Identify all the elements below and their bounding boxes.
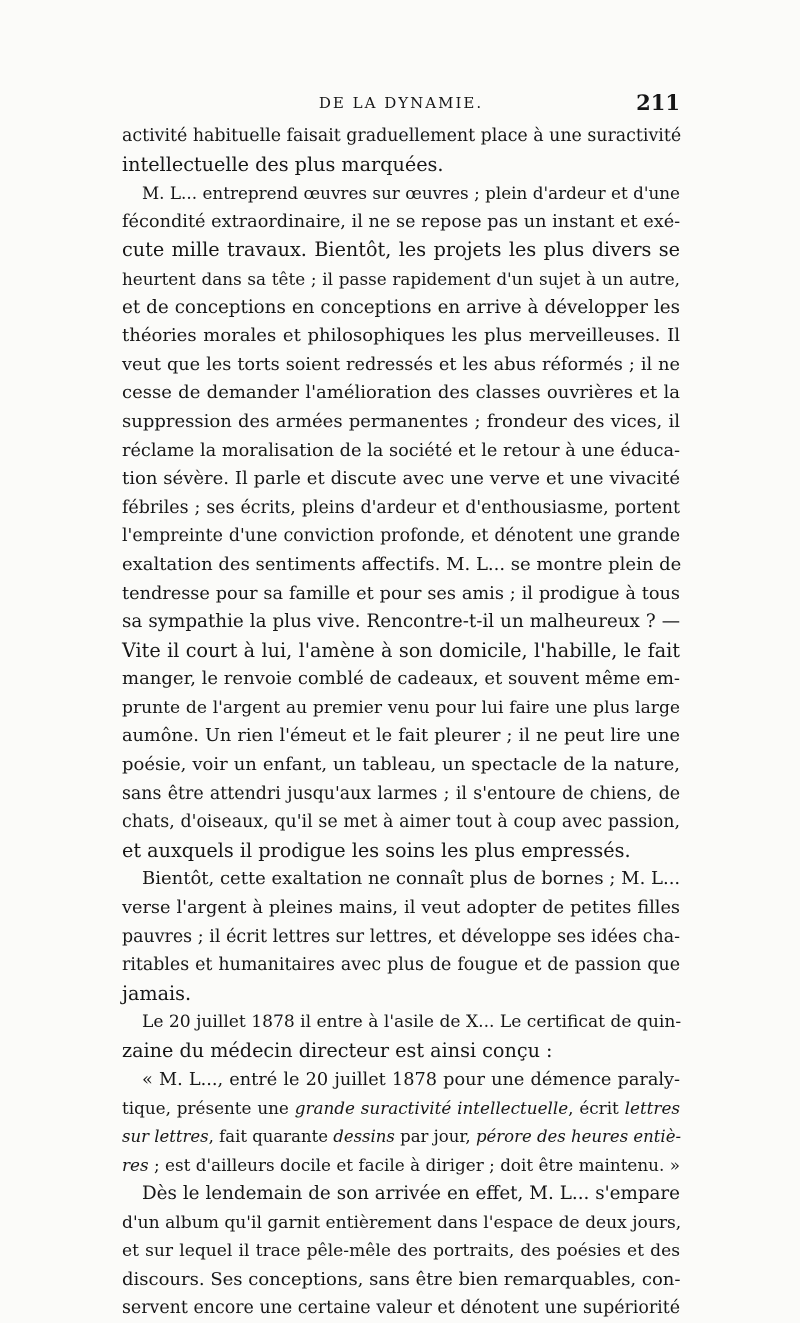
text-line: fébriles ; ses écrits, pleins d'ardeur et d'enthousiasme, portent xyxy=(122,497,680,518)
text-line: prunte de l'argent au premier venu pour lui faire une plus large xyxy=(122,697,680,718)
text-line: intellectuelle des plus marquées. xyxy=(122,152,444,176)
text-line: sa sympathie la plus vive. Rencontre-t-il un malheureux ? — xyxy=(122,611,680,633)
text-line: tion sévère. Il parle et discute avec une verve et une vivacité xyxy=(122,468,680,490)
text-line: activité habituelle faisait graduellement place à une suractivité xyxy=(122,126,682,146)
text-line: Bientôt, cette exaltation ne connaît plus de bornes ; M. L... xyxy=(142,868,681,890)
italic-span: pérore des heures entiè- xyxy=(475,1126,682,1146)
text-line: exaltation des sentiments affectifs. M. L... se montre plein de xyxy=(122,553,682,575)
text-line xyxy=(122,1151,680,1180)
text-line: d'un album qu'il garnit entièrement dans l'espace de deux jours, xyxy=(122,1212,682,1233)
text-line: fécondité extraordinaire, il ne se repose pas un instant et exé- xyxy=(122,211,681,232)
text-line: l'empreinte d'une conviction profonde, et dénotent une grande xyxy=(122,526,680,547)
italic-span: sur lettres xyxy=(122,1126,209,1146)
text-line: théories morales et philosophiques les plus merveilleuses. Il xyxy=(122,325,680,347)
text-line xyxy=(122,1066,680,1095)
text-line: chats, d'oiseaux, qu'il se met à aimer tout à coup avec passion, xyxy=(122,812,680,833)
text-line: veut que les torts soient redressés et les abus réformés ; il ne xyxy=(122,354,680,375)
text-line: cesse de demander l'amélioration des classes ouvrières et la xyxy=(122,382,680,404)
text-line: et sur lequel il trace pêle-mêle des portraits, des poésies et des xyxy=(122,1241,680,1262)
text-line: jamais. xyxy=(122,981,192,1005)
text-line: suppression des armées permanentes ; frondeur des vices, il xyxy=(122,410,680,432)
text-line: sans être attendri jusqu'aux larmes ; il s'entoure de chiens, de xyxy=(122,783,680,804)
text-line: Le 20 juillet 1878 il entre à l'asile de X... Le certificat de quin- xyxy=(142,1012,682,1033)
text-line: zaine du médecin directeur est ainsi conçu : xyxy=(122,1039,553,1062)
text-line xyxy=(122,1094,680,1123)
italic-span: dessins xyxy=(333,1126,395,1146)
text-line: et auxquels il prodigue les soins les plus empressés. xyxy=(122,838,631,862)
italic-span: grande suractivité intellectuelle xyxy=(294,1098,569,1119)
text-span: , fait quarante xyxy=(208,1126,334,1146)
text-line: pauvres ; il écrit lettres sur lettres, et développe ses idées cha- xyxy=(122,926,680,947)
body-text xyxy=(122,122,680,1323)
text-line: ritables et humanitaires avec plus de fougue et de passion que xyxy=(122,955,680,976)
text-line: Dès le lendemain de son arrivée en effet, M. L... s'empare xyxy=(142,1182,680,1204)
text-span: ; est d'ailleurs docile et facile à diriger ; doit être maintenu. » xyxy=(148,1155,680,1176)
page-header xyxy=(122,90,680,120)
text-line: poésie, voir un enfant, un tableau, un spectacle de la nature, xyxy=(122,754,680,776)
text-line xyxy=(122,1123,680,1152)
text-line: réclame la moralisation de la société et le retour à une éduca- xyxy=(122,440,680,461)
text-span: tique, présente une xyxy=(122,1098,295,1119)
text-span: par jour, xyxy=(394,1126,476,1146)
text-line: servent encore une certaine valeur et dénotent une supériorité xyxy=(122,1298,680,1319)
italic-span: res xyxy=(122,1155,149,1176)
italic-span: lettres xyxy=(624,1098,680,1119)
text-span: , écrit xyxy=(568,1098,625,1119)
text-line: tendresse pour sa famille et pour ses amis ; il prodigue à tous xyxy=(122,583,680,604)
page-number: 211 xyxy=(636,90,680,115)
text-line: heurtent dans sa tête ; il passe rapidement d'un sujet à un autre, xyxy=(122,268,680,289)
text-line: cute mille travaux. Bientôt, les projets les plus divers se xyxy=(122,238,680,262)
text-line: M. L... entreprend œuvres sur œuvres ; plein d'ardeur et d'une xyxy=(142,183,680,204)
text-line: discours. Ses conceptions, sans être bien remarquables, con- xyxy=(122,1268,681,1290)
text-line: Vite il court à lui, l'amène à son domicile, l'habille, le fait xyxy=(122,638,680,662)
text-line: verse l'argent à pleines mains, il veut adopter de petites filles xyxy=(122,898,680,919)
running-head: DE LA DYNAMIE. xyxy=(318,94,484,112)
text-line: et de conceptions en conceptions en arrive à développer les xyxy=(122,296,680,318)
text-line: aumône. Un rien l'émeut et le fait pleurer ; il ne peut lire une xyxy=(122,726,680,747)
text-line: manger, le renvoie comblé de cadeaux, et souvent même em- xyxy=(122,668,680,690)
text-span: « M. L..., entré le 20 juillet 1878 pour une démence paraly- xyxy=(142,1069,680,1090)
